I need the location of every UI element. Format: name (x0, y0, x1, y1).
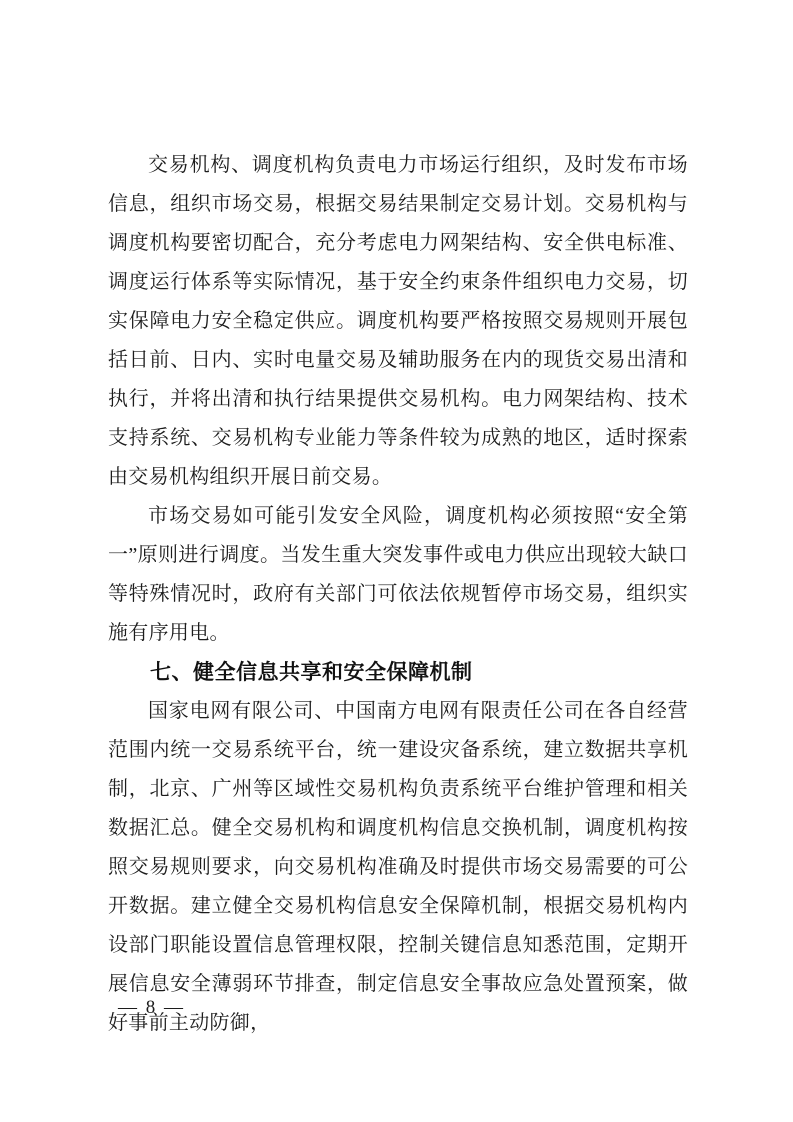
document-body (108, 146, 688, 1043)
section-heading-seven: 七、健全信息共享和安全保障机制 (150, 661, 473, 684)
paragraph-market-operation: 交易机构、调度机构负责电力市场运行组织，及时发布市场信息，组织市场交易，根据交易结果制定交易计划。交易机构与调度机构要密切配合，充分考虑电力网架结构、安全供电标准、调度运行体系等实际情况，基于安全约束条件组织电力交易，切实保障电力安全稳定供应。调度机构要严格按照交易规则开展包括日前、日内、实时电量交易及辅助服务在内的现货交易出清和执行，并将出清和执行结果提供交易机构。电力网架结构、技术支持系统、交易机构专业能力等条件较为成熟的地区，适时探索由交易机构组织开展日前交易。 (108, 154, 688, 488)
paragraph-safety-dispatch: 市场交易如可能引发安全风险，调度机构必须按照“安全第一”原则进行调度。当发生重大突发事件或电力供应出现较大缺口等特殊情况时，政府有关部门可依法依规暂停市场交易，组织实施有序用电。 (108, 505, 688, 644)
page-number: — 8 — (118, 997, 185, 1018)
paragraph-information-sharing: 国家电网有限公司、中国南方电网有限责任公司在各自经营范围内统一交易系统平台，统一建设灾备系统，建立数据共享机制，北京、广州等区域性交易机构负责系统平台维护管理和相关数据汇总。健全交易机构和调度机构信息交换机制，调度机构按照交易规则要求，向交易机构准确及时提供市场交易需要的可公开数据。建立健全交易机构信息安全保障机制，根据交易机构内设部门职能设置信息管理权限，控制关键信息知悉范围，定期开展信息安全薄弱环节排查，制定信息安全事故应急处置预案，做好事前主动防御， (108, 700, 688, 1034)
